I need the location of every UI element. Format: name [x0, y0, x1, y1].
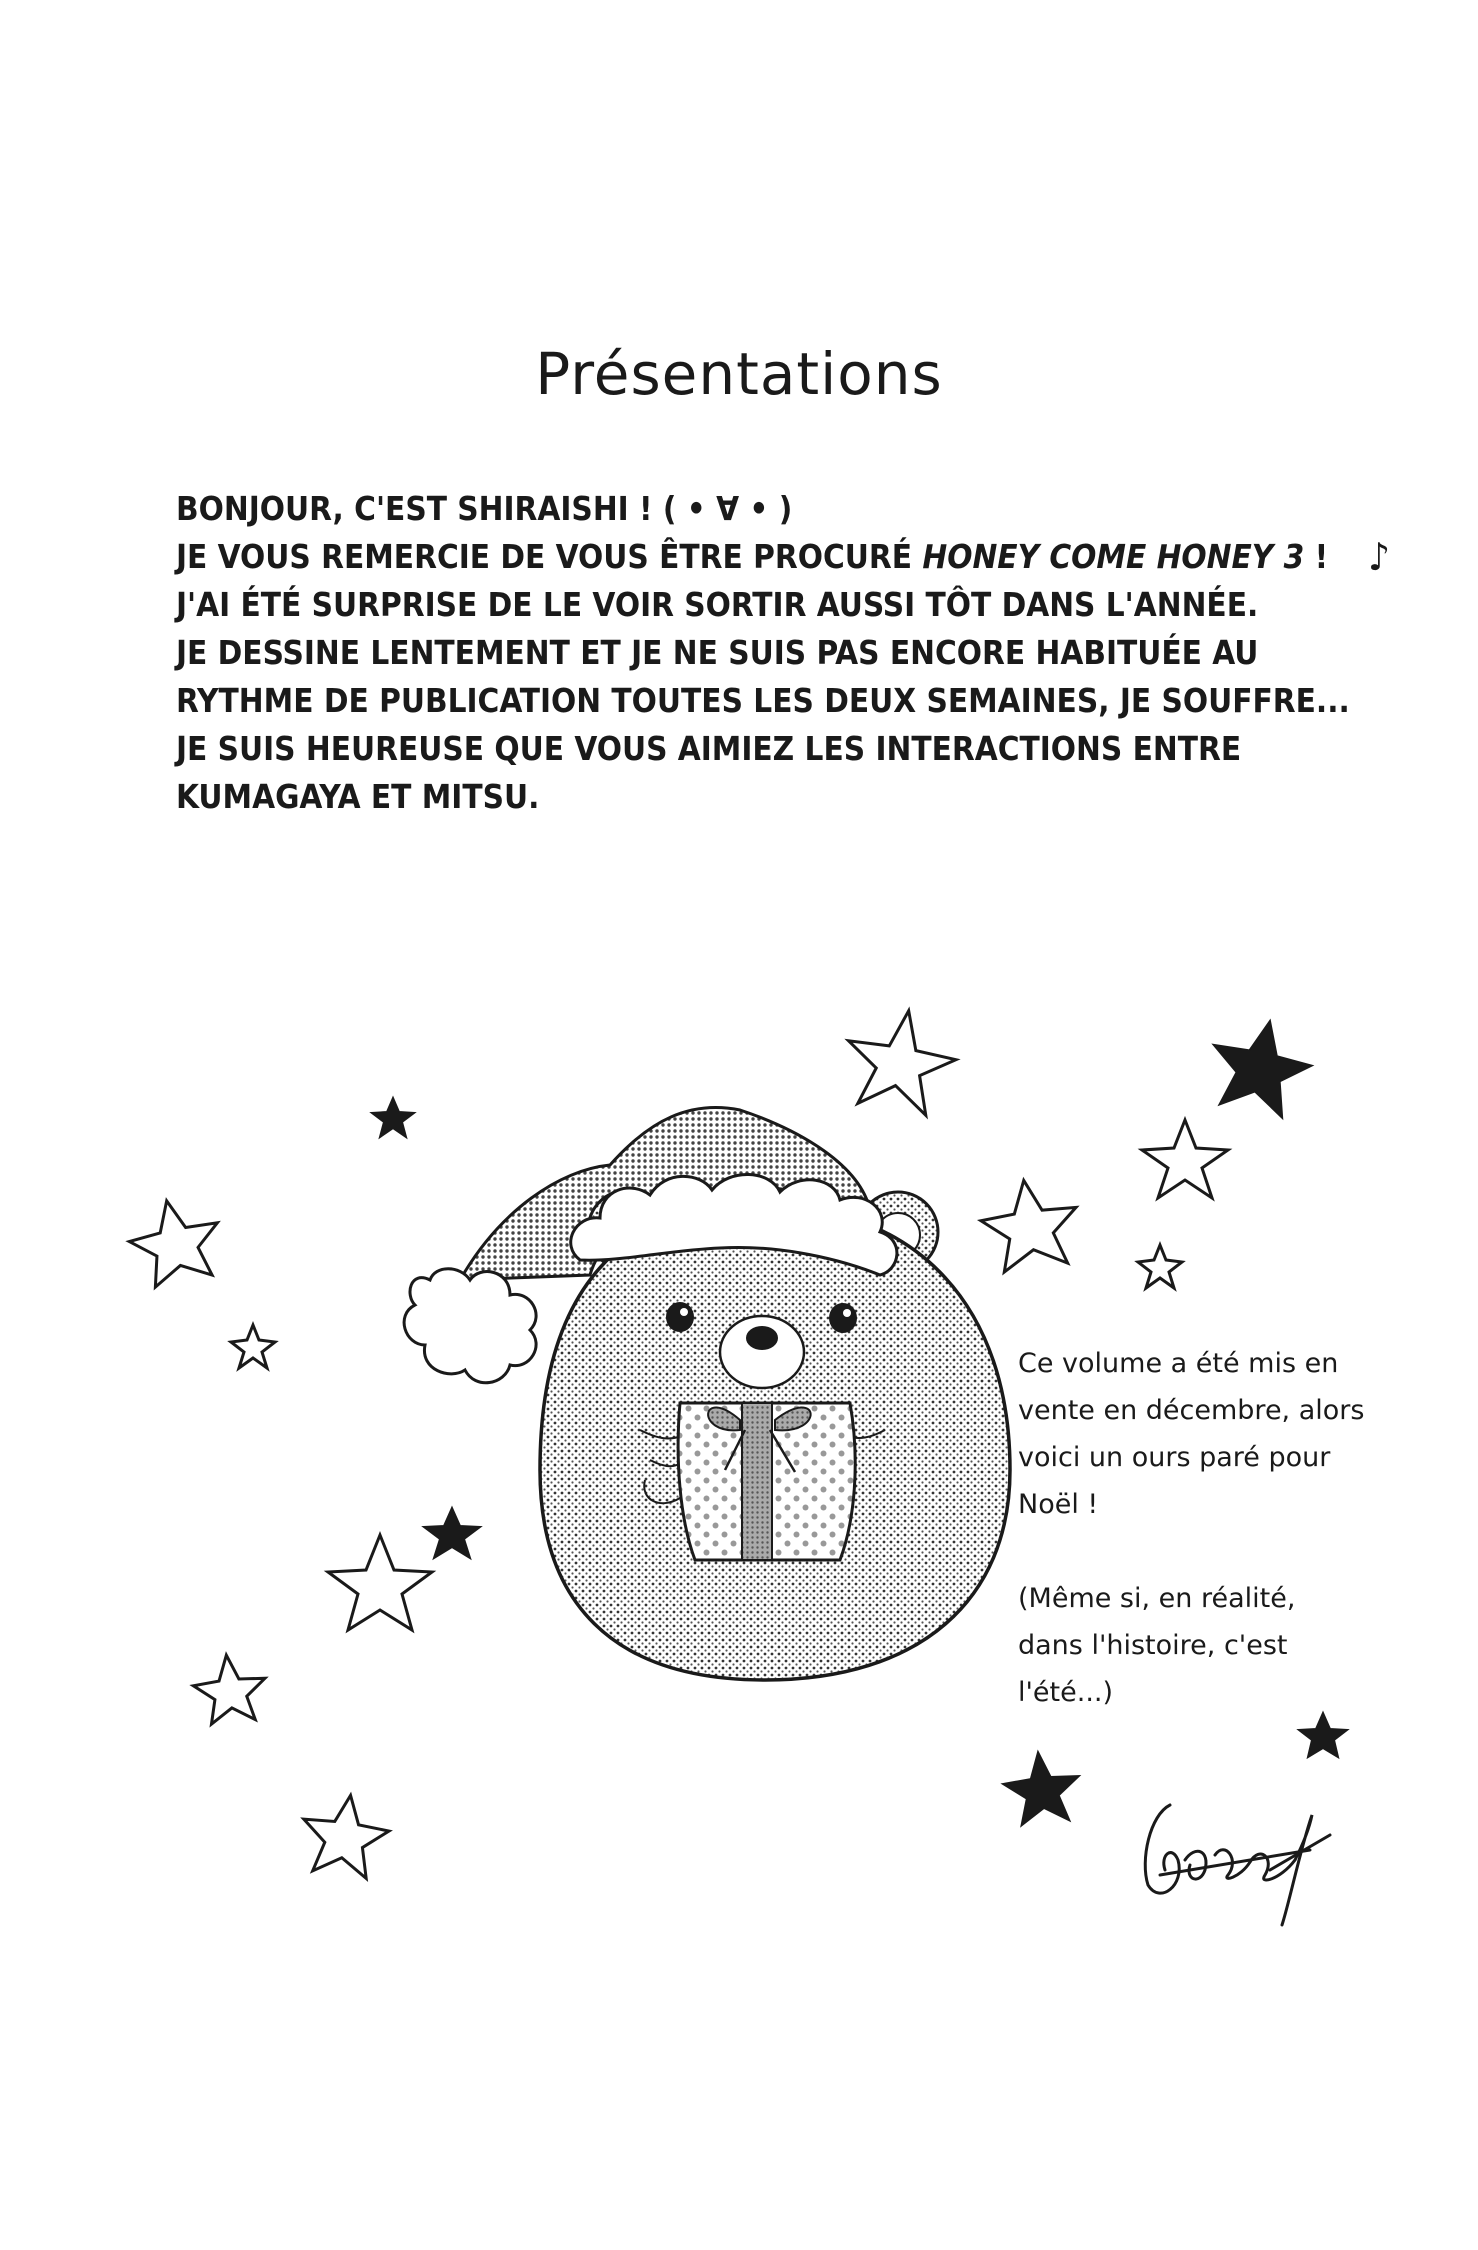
manga-title: HONEY COME HONEY 3 [922, 537, 1305, 576]
author-signature [1145, 1805, 1330, 1925]
bear [540, 1174, 1010, 1680]
side-note-line: (Même si, en réalité, [1018, 1583, 1296, 1614]
intro-line: RYTHME DE PUBLICATION TOUTES LES DEUX SEMAINES, JE SOUFFRE... [176, 681, 1350, 720]
intro-text [176, 485, 1416, 821]
side-note-line: Noël ! [1018, 1489, 1099, 1520]
intro-line: JE SUIS HEUREUSE QUE VOUS AIMIEZ LES INTERACTIONS ENTRE [176, 729, 1242, 768]
side-note-line: Ce volume a été mis en [1018, 1348, 1339, 1379]
page-title: Présentations [535, 340, 943, 408]
intro-line-thanks [176, 533, 1416, 581]
intro-line: J'AI ÉTÉ SURPRISE DE LE VOIR SORTIR AUSSI TÔT DANS L'ANNÉE. [176, 585, 1259, 624]
side-note-line: voici un ours paré pour [1018, 1442, 1331, 1473]
intro-line-text: ! [1304, 537, 1329, 576]
music-note-icon: ♪ [1368, 535, 1390, 579]
santa-hat [404, 1107, 870, 1382]
intro-line: BONJOUR, C'EST SHIRAISHI ! ( • ∀ • ) [176, 489, 793, 528]
intro-line-text: JE VOUS REMERCIE DE VOUS ÊTRE PROCURÉ [176, 537, 923, 576]
side-note-line: vente en décembre, alors [1018, 1395, 1365, 1426]
intro-line: JE DESSINE LENTEMENT ET JE NE SUIS PAS ENCORE HABITUÉE AU [176, 633, 1259, 672]
side-note-line: l'été...) [1018, 1677, 1114, 1708]
side-note-line: dans l'histoire, c'est [1018, 1630, 1288, 1661]
gift-box [678, 1403, 855, 1560]
side-note [1018, 1340, 1378, 1716]
intro-line: KUMAGAYA ET MITSU. [176, 777, 540, 816]
